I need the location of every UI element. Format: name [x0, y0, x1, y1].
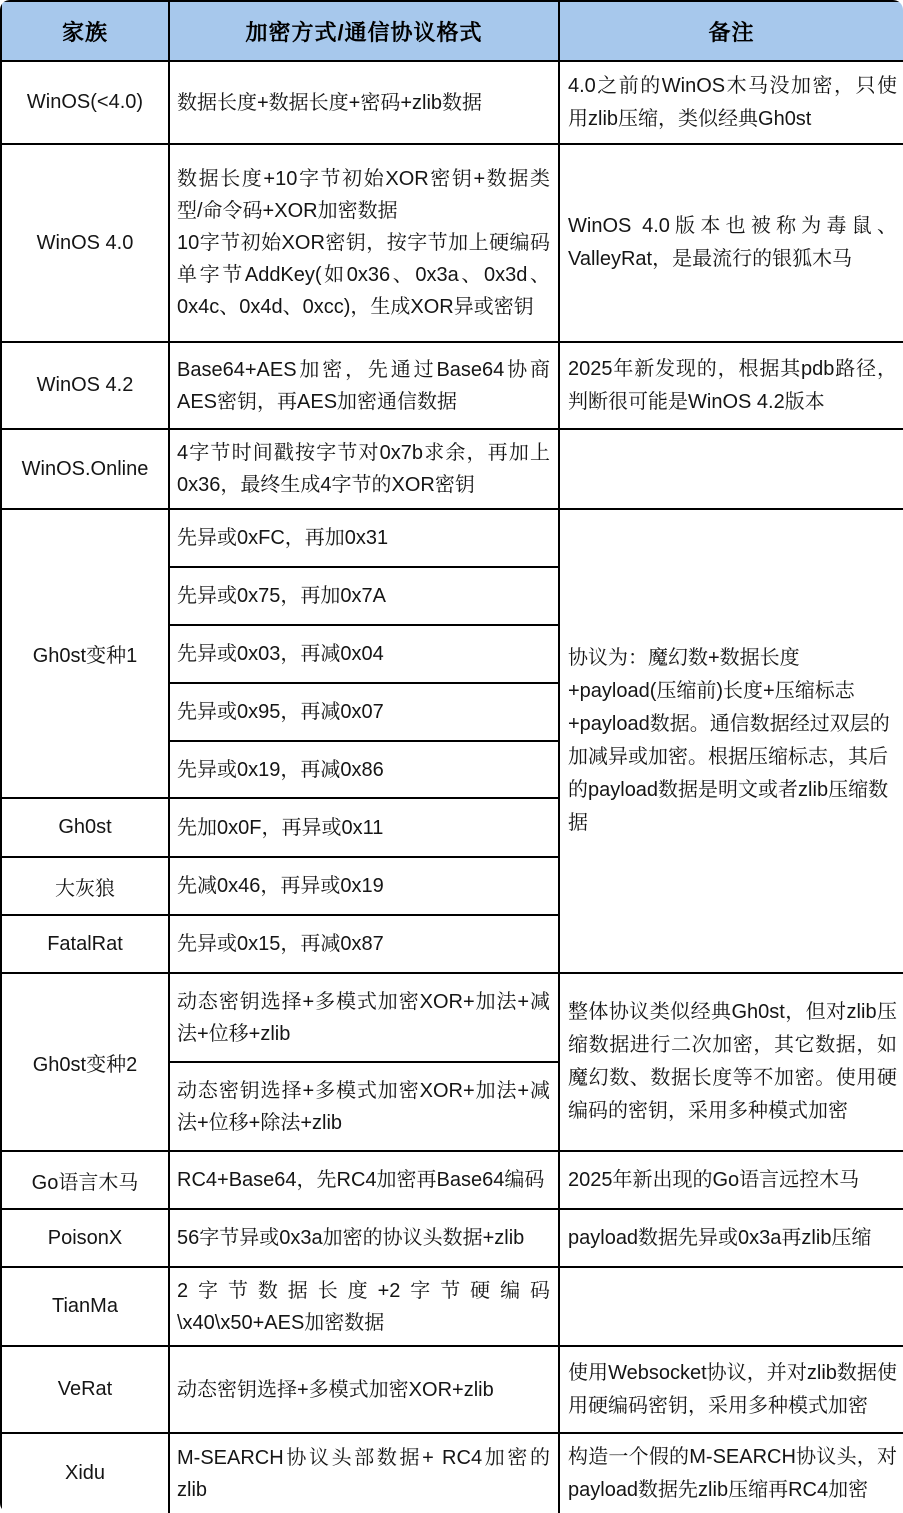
family-cell-winos42: WinOS 4.2 [1, 342, 169, 429]
method-cell-fatalrat: 先异或0x15，再减0x87 [169, 915, 559, 973]
table-row [1, 144, 903, 342]
method-cell-ghost-v1-2: 先异或0x75，再加0x7A [169, 567, 559, 625]
table-row [1, 61, 903, 144]
family-cell-tianma: TianMa [1, 1267, 169, 1346]
notes-cell-go-trojan: 2025年新出现的Go语言远控木马 [559, 1151, 903, 1209]
family-cell-verat: VeRat [1, 1346, 169, 1433]
table-row [1, 1433, 903, 1513]
method-cell-tianma: 2字节数据长度+2字节硬编码\x40\x50+AES加密数据 [169, 1267, 559, 1346]
family-cell-winos-online: WinOS.Online [1, 429, 169, 509]
method-paragraph-1: 数据长度+10字节初始XOR密钥+数据类型/命令码+XOR加密数据 [177, 168, 550, 222]
method-cell-winos40 [169, 144, 559, 342]
notes-cell-winos40: WinOS 4.0版本也被称为毒鼠、ValleyRat，是最流行的银狐木马 [559, 144, 903, 342]
notes-cell-winos-online [559, 429, 903, 509]
notes-cell-ghost-classic-group: 协议为：魔幻数+数据长度+payload(压缩前)长度+压缩标志+payload数据。通信数据经过双层的加减异或加密。根据压缩标志，其后的payload数据是明文或者zlib压缩数据 [559, 509, 903, 973]
header-notes: 备注 [559, 1, 903, 61]
family-cell-fatalrat: FatalRat [1, 915, 169, 973]
family-cell-winos40: WinOS 4.0 [1, 144, 169, 342]
table-row [1, 1267, 903, 1346]
family-cell-winos-pre4: WinOS(<4.0) [1, 61, 169, 144]
method-cell-dahuilang: 先减0x46，再异或0x19 [169, 857, 559, 915]
notes-cell-winos42: 2025年新发现的，根据其pdb路径，判断很可能是WinOS 4.2版本 [559, 342, 903, 429]
table-header-row [1, 1, 903, 61]
method-cell-ghost-v1-1: 先异或0xFC，再加0x31 [169, 509, 559, 567]
method-cell-ghost-v1-5: 先异或0x19，再减0x86 [169, 741, 559, 798]
method-cell-ghost-v1-3: 先异或0x03，再减0x04 [169, 625, 559, 683]
family-cell-poisonx: PoisonX [1, 1209, 169, 1267]
table-row [1, 1209, 903, 1267]
notes-cell-tianma [559, 1267, 903, 1346]
method-cell-winos42: Base64+AES加密，先通过Base64协商AES密钥，再AES加密通信数据 [169, 342, 559, 429]
notes-cell-xidu: 构造一个假的M-SEARCH协议头，对payload数据先zlib压缩再RC4加密 [559, 1433, 903, 1513]
header-family: 家族 [1, 1, 169, 61]
method-cell-winos-pre4: 数据长度+数据长度+密码+zlib数据 [169, 61, 559, 144]
family-cell-dahuilang: 大灰狼 [1, 857, 169, 915]
table-row [1, 509, 903, 567]
family-cell-xidu: Xidu [1, 1433, 169, 1513]
family-cell-go-trojan: Go语言木马 [1, 1151, 169, 1209]
method-cell-go-trojan: RC4+Base64，先RC4加密再Base64编码 [169, 1151, 559, 1209]
method-cell-xidu: M-SEARCH协议头部数据+ RC4加密的zlib [169, 1433, 559, 1513]
method-cell-winos-online: 4字节时间戳按字节对0x7b求余，再加上0x36，最终生成4字节的XOR密钥 [169, 429, 559, 509]
method-paragraph-2: 10字节初始XOR密钥，按字节加上硬编码单字节AddKey(如0x36、0x3a、0x3d、0x4c、0x4d、0xcc)，生成XOR异或密钥 [177, 232, 550, 318]
method-cell-ghost-v1-4: 先异或0x95，再减0x07 [169, 683, 559, 741]
family-cell-ghost-v2: Gh0st变种2 [1, 973, 169, 1151]
method-cell-ghost-v2-2: 动态密钥选择+多模式加密XOR+加法+减法+位移+除法+zlib [169, 1062, 559, 1151]
header-method: 加密方式/通信协议格式 [169, 1, 559, 61]
table-row [1, 342, 903, 429]
table-row [1, 429, 903, 509]
method-cell-ghost: 先加0x0F，再异或0x11 [169, 798, 559, 857]
notes-cell-winos-pre4: 4.0之前的WinOS木马没加密，只使用zlib压缩，类似经典Gh0st [559, 61, 903, 144]
family-cell-ghost: Gh0st [1, 798, 169, 857]
notes-cell-verat: 使用Websocket协议，并对zlib数据使用硬编码密钥，采用多种模式加密 [559, 1346, 903, 1433]
method-cell-poisonx: 56字节异或0x3a加密的协议头数据+zlib [169, 1209, 559, 1267]
method-cell-ghost-v2-1: 动态密钥选择+多模式加密XOR+加法+减法+位移+zlib [169, 973, 559, 1062]
table-row [1, 1346, 903, 1433]
table-row [1, 1151, 903, 1209]
table-row [1, 973, 903, 1062]
family-cell-ghost-v1: Gh0st变种1 [1, 509, 169, 798]
method-cell-verat: 动态密钥选择+多模式加密XOR+zlib [169, 1346, 559, 1433]
notes-cell-ghost-v2: 整体协议类似经典Gh0st，但对zlib压缩数据进行二次加密，其它数据，如魔幻数、数据长度等不加密。使用硬编码的密钥，采用多种模式加密 [559, 973, 903, 1151]
notes-cell-poisonx: payload数据先异或0x3a再zlib压缩 [559, 1209, 903, 1267]
